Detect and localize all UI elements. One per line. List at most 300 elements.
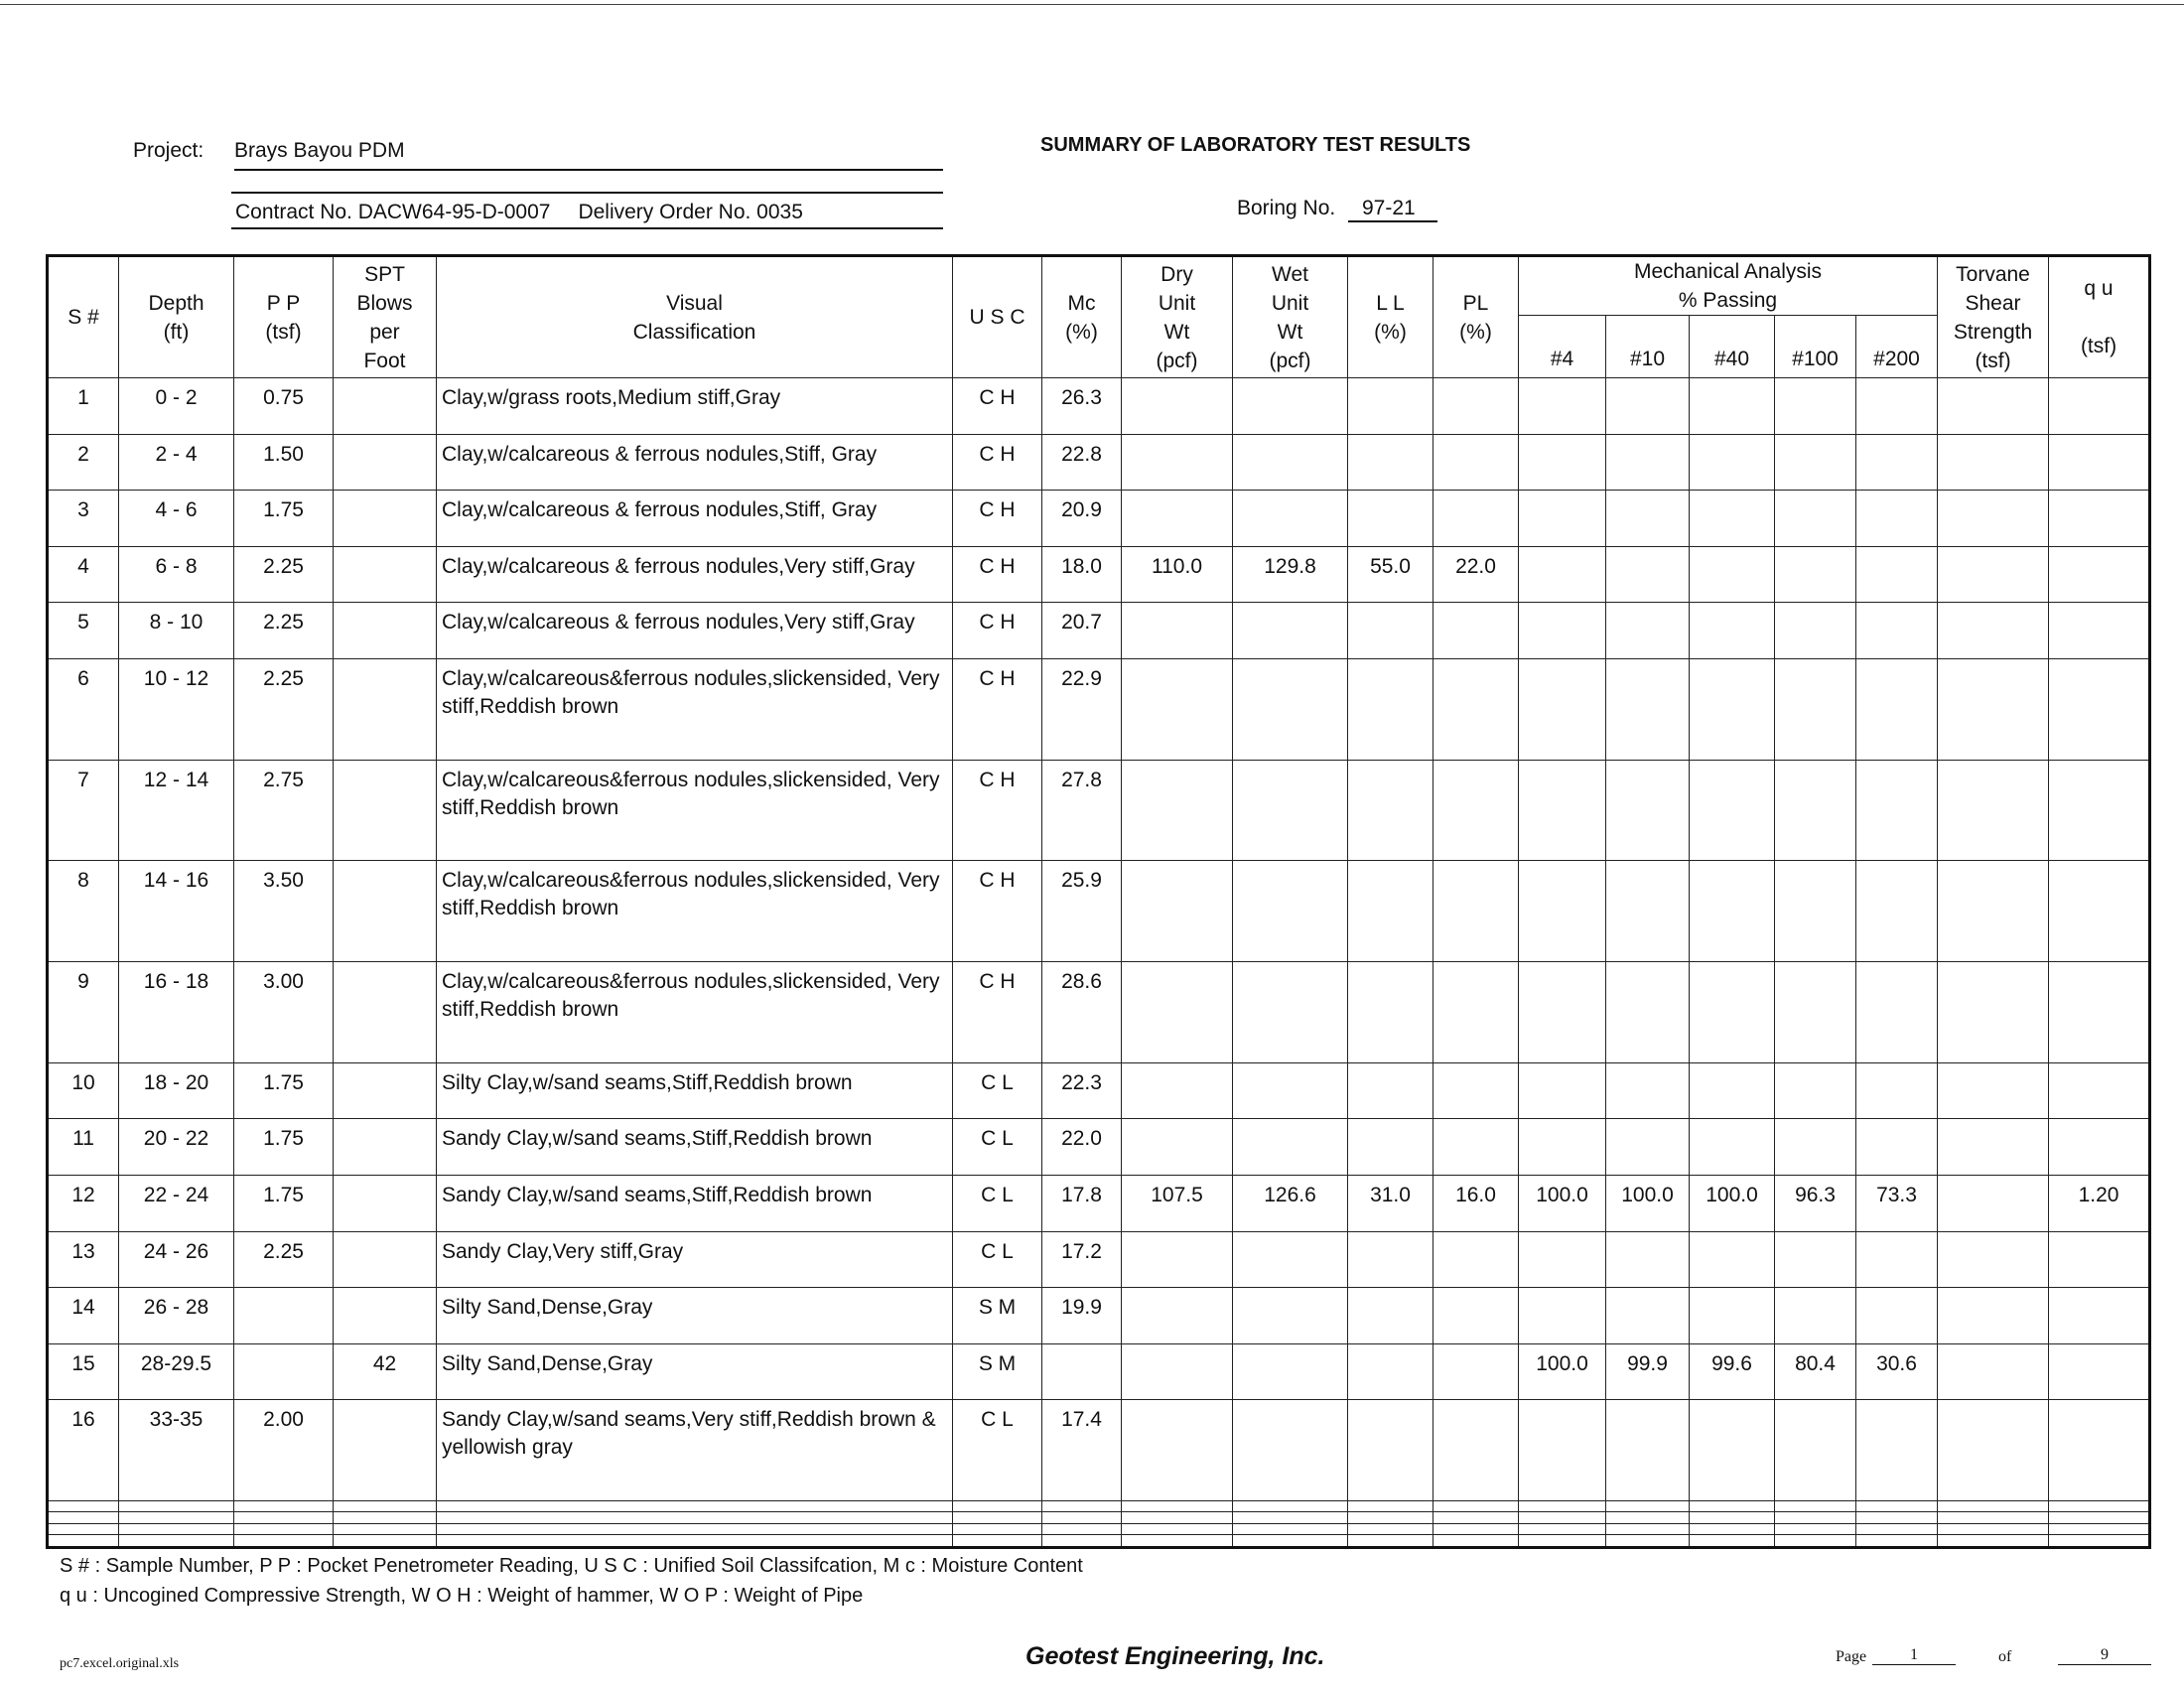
cell-depth: [119, 1512, 234, 1523]
cell-mc: [1042, 1534, 1122, 1547]
cell-ll: [1348, 861, 1433, 962]
cell-pl: [1433, 1062, 1519, 1119]
cell-pl: 16.0: [1433, 1176, 1519, 1232]
col-header-s: S #: [48, 256, 119, 378]
cell-usc: C L: [953, 1231, 1042, 1288]
cell-dry: [1122, 1512, 1233, 1523]
cell-dry: [1122, 1062, 1233, 1119]
cell-s200: [1856, 434, 1938, 491]
cell-torvane: [1938, 491, 2049, 547]
cell-mc: 22.9: [1042, 658, 1122, 760]
cell-spt: [334, 658, 437, 760]
cell-s200: 30.6: [1856, 1343, 1938, 1400]
cell-spt: [334, 1231, 437, 1288]
cell-s100: [1775, 658, 1856, 760]
cell-ll: [1348, 603, 1433, 659]
cell-spt: [334, 1119, 437, 1176]
cell-usc: [953, 1512, 1042, 1523]
cell-s4: [1519, 861, 1606, 962]
cell-s100: [1775, 603, 1856, 659]
cell-mc: [1042, 1512, 1122, 1523]
cell-pl: [1433, 1501, 1519, 1512]
cell-depth: 26 - 28: [119, 1288, 234, 1344]
cell-depth: 2 - 4: [119, 434, 234, 491]
cell-s10: [1606, 546, 1690, 603]
cell-dry: [1122, 1523, 1233, 1534]
cell-ll: [1348, 1512, 1433, 1523]
cell-s4: [1519, 1501, 1606, 1512]
cell-pp: [234, 1343, 334, 1400]
cell-spt: [334, 491, 437, 547]
cell-qu: [2049, 378, 2150, 435]
cell-cls: Clay,w/calcareous&ferrous nodules,slickensided, Very stiff,Reddish brown: [437, 658, 953, 760]
cell-mc: 17.4: [1042, 1400, 1122, 1501]
cell-depth: 22 - 24: [119, 1176, 234, 1232]
col-header-usc: U S C: [953, 256, 1042, 378]
page-number: 1: [1872, 1646, 1956, 1665]
cell-depth: [119, 1523, 234, 1534]
cell-ll: [1348, 1501, 1433, 1512]
table-row: [48, 434, 2150, 491]
cell-ll: [1348, 1119, 1433, 1176]
cell-qu: [2049, 1400, 2150, 1501]
cell-torvane: [1938, 1231, 2049, 1288]
cell-s: 6: [48, 658, 119, 760]
cell-s10: [1606, 760, 1690, 861]
cell-wet: [1233, 1119, 1348, 1176]
cell-pp: [234, 1288, 334, 1344]
cell-mc: 22.8: [1042, 434, 1122, 491]
cell-s200: [1856, 1288, 1938, 1344]
cell-usc: [953, 1523, 1042, 1534]
cell-s100: [1775, 378, 1856, 435]
cell-mc: 17.2: [1042, 1231, 1122, 1288]
cell-spt: [334, 434, 437, 491]
cell-usc: C H: [953, 378, 1042, 435]
cell-wet: [1233, 1501, 1348, 1512]
cell-wet: [1233, 1062, 1348, 1119]
cell-qu: [2049, 1523, 2150, 1534]
cell-dry: [1122, 1400, 1233, 1501]
cell-s200: [1856, 546, 1938, 603]
cell-s100: [1775, 1400, 1856, 1501]
cell-cls: Clay,w/calcareous&ferrous nodules,slickensided, Very stiff,Reddish brown: [437, 962, 953, 1063]
cell-s200: [1856, 378, 1938, 435]
cell-usc: C H: [953, 962, 1042, 1063]
cell-pp: 1.75: [234, 1062, 334, 1119]
cell-wet: [1233, 491, 1348, 547]
cell-s200: [1856, 658, 1938, 760]
cell-spt: [334, 1062, 437, 1119]
table-row: [48, 1231, 2150, 1288]
cell-torvane: [1938, 962, 2049, 1063]
cell-wet: 126.6: [1233, 1176, 1348, 1232]
cell-s4: [1519, 1523, 1606, 1534]
cell-dry: 110.0: [1122, 546, 1233, 603]
cell-s100: [1775, 1288, 1856, 1344]
cell-ll: [1348, 1534, 1433, 1547]
cell-ll: [1348, 1343, 1433, 1400]
cell-depth: 33-35: [119, 1400, 234, 1501]
cell-usc: S M: [953, 1288, 1042, 1344]
cell-torvane: [1938, 760, 2049, 861]
cell-s10: [1606, 1400, 1690, 1501]
cell-cls: Clay,w/grass roots,Medium stiff,Gray: [437, 378, 953, 435]
cell-wet: [1233, 1523, 1348, 1534]
cell-pp: [234, 1523, 334, 1534]
cell-s100: 80.4: [1775, 1343, 1856, 1400]
project-label: Project:: [133, 139, 205, 162]
cell-s10: [1606, 1501, 1690, 1512]
cell-mc: [1042, 1501, 1122, 1512]
cell-ll: [1348, 658, 1433, 760]
cell-spt: [334, 603, 437, 659]
cell-s4: [1519, 1512, 1606, 1523]
cell-wet: [1233, 1534, 1348, 1547]
cell-pl: [1433, 1343, 1519, 1400]
cell-dry: [1122, 378, 1233, 435]
table-row: [48, 378, 2150, 435]
page-label: Page: [1836, 1648, 1867, 1665]
cell-s4: [1519, 378, 1606, 435]
cell-dry: 107.5: [1122, 1176, 1233, 1232]
cell-pp: 2.00: [234, 1400, 334, 1501]
cell-torvane: [1938, 1523, 2049, 1534]
table-row: [48, 603, 2150, 659]
cell-qu: [2049, 546, 2150, 603]
cell-qu: [2049, 1501, 2150, 1512]
cell-s200: 73.3: [1856, 1176, 1938, 1232]
cell-pl: [1433, 760, 1519, 861]
cell-pl: [1433, 434, 1519, 491]
cell-s: 4: [48, 546, 119, 603]
cell-s40: [1690, 962, 1775, 1063]
cell-cls: [437, 1523, 953, 1534]
cell-mc: 28.6: [1042, 962, 1122, 1063]
table-row: [48, 546, 2150, 603]
boring-number: 97-21: [1348, 197, 1437, 222]
cell-pl: [1433, 962, 1519, 1063]
cell-dry: [1122, 491, 1233, 547]
cell-wet: [1233, 1343, 1348, 1400]
cell-ll: [1348, 1288, 1433, 1344]
cell-s200: [1856, 962, 1938, 1063]
col-header-sieve-100: #100: [1775, 316, 1856, 378]
cell-s10: 100.0: [1606, 1176, 1690, 1232]
col-header-depth: Depth (ft): [119, 256, 234, 378]
cell-torvane: [1938, 1534, 2049, 1547]
cell-torvane: [1938, 1288, 2049, 1344]
cell-s4: [1519, 760, 1606, 861]
cell-s4: [1519, 546, 1606, 603]
top-rule: [0, 4, 2184, 5]
cell-pp: 2.25: [234, 658, 334, 760]
col-header-mechanical-analysis: Mechanical Analysis % Passing: [1519, 256, 1938, 316]
col-header-torvane: Torvane Shear Strength (tsf): [1938, 256, 2049, 378]
table-row: [48, 1119, 2150, 1176]
col-header-wet-unit-wt: Wet Unit Wt (pcf): [1233, 256, 1348, 378]
cell-s40: [1690, 760, 1775, 861]
cell-depth: 18 - 20: [119, 1062, 234, 1119]
cell-pl: [1433, 1231, 1519, 1288]
cell-s: 3: [48, 491, 119, 547]
table-row: [48, 658, 2150, 760]
col-header-qu: q u (tsf): [2049, 256, 2150, 378]
cell-depth: 28-29.5: [119, 1343, 234, 1400]
cell-pp: 1.75: [234, 491, 334, 547]
cell-s100: [1775, 434, 1856, 491]
cell-usc: C H: [953, 434, 1042, 491]
cell-dry: [1122, 962, 1233, 1063]
cell-s4: [1519, 1231, 1606, 1288]
cell-mc: 20.7: [1042, 603, 1122, 659]
table-row: [48, 962, 2150, 1063]
cell-torvane: [1938, 1512, 2049, 1523]
cell-depth: 20 - 22: [119, 1119, 234, 1176]
cell-s200: [1856, 1231, 1938, 1288]
cell-spt: [334, 760, 437, 861]
cell-cls: [437, 1534, 953, 1547]
cell-s10: 99.9: [1606, 1343, 1690, 1400]
cell-s4: [1519, 491, 1606, 547]
cell-cls: Clay,w/calcareous&ferrous nodules,slickensided, Very stiff,Reddish brown: [437, 861, 953, 962]
cell-s40: [1690, 861, 1775, 962]
cell-s4: [1519, 962, 1606, 1063]
cell-torvane: [1938, 378, 2049, 435]
cell-qu: [2049, 434, 2150, 491]
total-pages: 9: [2058, 1646, 2151, 1665]
cell-s10: [1606, 378, 1690, 435]
cell-s200: [1856, 1119, 1938, 1176]
col-header-ll: L L (%): [1348, 256, 1433, 378]
cell-cls: Silty Sand,Dense,Gray: [437, 1343, 953, 1400]
cell-pl: [1433, 1400, 1519, 1501]
cell-s200: [1856, 1512, 1938, 1523]
cell-s200: [1856, 603, 1938, 659]
col-header-dry-unit-wt: Dry Unit Wt (pcf): [1122, 256, 1233, 378]
cell-pl: [1433, 491, 1519, 547]
cell-pp: 0.75: [234, 378, 334, 435]
cell-s40: [1690, 1288, 1775, 1344]
col-header-sieve-10: #10: [1606, 316, 1690, 378]
cell-qu: [2049, 760, 2150, 861]
cell-s: 13: [48, 1231, 119, 1288]
cell-s100: 96.3: [1775, 1176, 1856, 1232]
cell-pl: [1433, 1512, 1519, 1523]
cell-s10: [1606, 491, 1690, 547]
table-row: [48, 1288, 2150, 1344]
cell-ll: [1348, 434, 1433, 491]
cell-pp: 3.00: [234, 962, 334, 1063]
cell-torvane: [1938, 1119, 2049, 1176]
cell-torvane: [1938, 1501, 2049, 1512]
cell-s200: [1856, 1501, 1938, 1512]
cell-qu: [2049, 962, 2150, 1063]
col-header-mc: Mc (%): [1042, 256, 1122, 378]
cell-s100: [1775, 1231, 1856, 1288]
cell-s4: [1519, 1400, 1606, 1501]
cell-mc: 18.0: [1042, 546, 1122, 603]
cell-depth: 0 - 2: [119, 378, 234, 435]
cell-wet: [1233, 434, 1348, 491]
cell-s40: [1690, 1512, 1775, 1523]
cell-qu: [2049, 603, 2150, 659]
cell-pp: 1.75: [234, 1176, 334, 1232]
cell-qu: [2049, 1343, 2150, 1400]
cell-s: 2: [48, 434, 119, 491]
cell-s10: [1606, 1119, 1690, 1176]
cell-s4: [1519, 1288, 1606, 1344]
cell-depth: [119, 1534, 234, 1547]
legend-line-1: S # : Sample Number, P P : Pocket Penetrometer Reading, U S C : Unified Soil Classifcation, M c : Moisture Content: [60, 1555, 1083, 1577]
cell-mc: 20.9: [1042, 491, 1122, 547]
cell-s100: [1775, 1062, 1856, 1119]
cell-wet: [1233, 962, 1348, 1063]
cell-s: 5: [48, 603, 119, 659]
col-header-visual-classification: Visual Classification: [437, 256, 953, 378]
cell-pl: [1433, 1523, 1519, 1534]
cell-s: 14: [48, 1288, 119, 1344]
cell-depth: 12 - 14: [119, 760, 234, 861]
cell-s40: [1690, 1501, 1775, 1512]
cell-dry: [1122, 434, 1233, 491]
cell-pp: [234, 1501, 334, 1512]
col-header-spt: SPT Blows per Foot: [334, 256, 437, 378]
cell-pp: 1.75: [234, 1119, 334, 1176]
cell-mc: [1042, 1523, 1122, 1534]
cell-depth: 16 - 18: [119, 962, 234, 1063]
cell-pp: 2.25: [234, 1231, 334, 1288]
cell-s40: 99.6: [1690, 1343, 1775, 1400]
cell-s10: [1606, 603, 1690, 659]
cell-s200: [1856, 491, 1938, 547]
report-title: SUMMARY OF LABORATORY TEST RESULTS: [1040, 134, 1471, 156]
cell-cls: Clay,w/calcareous & ferrous nodules,Stiff, Gray: [437, 434, 953, 491]
cell-pp: 2.25: [234, 603, 334, 659]
cell-pl: [1433, 378, 1519, 435]
cell-ll: [1348, 378, 1433, 435]
cell-s40: [1690, 1523, 1775, 1534]
cell-usc: C L: [953, 1176, 1042, 1232]
cell-spt: [334, 1512, 437, 1523]
cell-s10: [1606, 434, 1690, 491]
cell-pp: 2.25: [234, 546, 334, 603]
cell-spt: [334, 861, 437, 962]
cell-usc: [953, 1501, 1042, 1512]
cell-s10: [1606, 658, 1690, 760]
cell-spt: [334, 546, 437, 603]
table-row: [48, 760, 2150, 861]
cell-cls: Sandy Clay,Very stiff,Gray: [437, 1231, 953, 1288]
cell-s40: [1690, 1119, 1775, 1176]
cell-s: 12: [48, 1176, 119, 1232]
cell-spt: [334, 1176, 437, 1232]
cell-spt: [334, 1288, 437, 1344]
cell-qu: [2049, 1512, 2150, 1523]
cell-ll: [1348, 760, 1433, 861]
cell-usc: C H: [953, 603, 1042, 659]
cell-pl: [1433, 1119, 1519, 1176]
cell-s200: [1856, 1534, 1938, 1547]
cell-s40: [1690, 1534, 1775, 1547]
cell-s10: [1606, 861, 1690, 962]
cell-s100: [1775, 760, 1856, 861]
cell-s4: [1519, 1062, 1606, 1119]
cell-s100: [1775, 1534, 1856, 1547]
cell-s4: [1519, 434, 1606, 491]
cell-mc: 25.9: [1042, 861, 1122, 962]
cell-spt: [334, 378, 437, 435]
cell-pl: [1433, 658, 1519, 760]
cell-s4: 100.0: [1519, 1343, 1606, 1400]
cell-s: [48, 1534, 119, 1547]
cell-wet: [1233, 1231, 1348, 1288]
cell-dry: [1122, 1501, 1233, 1512]
cell-usc: C H: [953, 861, 1042, 962]
cell-ll: [1348, 1523, 1433, 1534]
cell-usc: C L: [953, 1400, 1042, 1501]
col-header-sieve-200: #200: [1856, 316, 1938, 378]
cell-pl: [1433, 861, 1519, 962]
cell-ll: 31.0: [1348, 1176, 1433, 1232]
cell-dry: [1122, 1534, 1233, 1547]
cell-s100: [1775, 1512, 1856, 1523]
cell-s: [48, 1501, 119, 1512]
cell-dry: [1122, 658, 1233, 760]
results-table: [46, 254, 2151, 1549]
cell-wet: [1233, 658, 1348, 760]
cell-wet: [1233, 378, 1348, 435]
cell-pl: 22.0: [1433, 546, 1519, 603]
table-row: [48, 1062, 2150, 1119]
cell-qu: [2049, 1119, 2150, 1176]
cell-spt: [334, 1400, 437, 1501]
cell-pl: [1433, 603, 1519, 659]
col-header-pp: P P (tsf): [234, 256, 334, 378]
cell-usc: C H: [953, 491, 1042, 547]
cell-pp: 3.50: [234, 861, 334, 962]
cell-spt: [334, 962, 437, 1063]
cell-s40: [1690, 658, 1775, 760]
cell-pp: [234, 1534, 334, 1547]
cell-depth: 4 - 6: [119, 491, 234, 547]
cell-s: [48, 1523, 119, 1534]
cell-s40: [1690, 1231, 1775, 1288]
cell-wet: [1233, 861, 1348, 962]
cell-s: 1: [48, 378, 119, 435]
cell-pp: 2.75: [234, 760, 334, 861]
cell-cls: Clay,w/calcareous & ferrous nodules,Stiff, Gray: [437, 491, 953, 547]
cell-ll: 55.0: [1348, 546, 1433, 603]
cell-s40: [1690, 1400, 1775, 1501]
cell-s100: [1775, 962, 1856, 1063]
cell-qu: [2049, 861, 2150, 962]
cell-usc: S M: [953, 1343, 1042, 1400]
cell-cls: Silty Clay,w/sand seams,Stiff,Reddish brown: [437, 1062, 953, 1119]
delivery-order: Delivery Order No. 0035: [578, 201, 803, 223]
table-row: [48, 1501, 2150, 1512]
cell-wet: 129.8: [1233, 546, 1348, 603]
cell-qu: [2049, 491, 2150, 547]
cell-mc: 27.8: [1042, 760, 1122, 861]
cell-s100: [1775, 491, 1856, 547]
cell-s10: [1606, 1534, 1690, 1547]
cell-s40: [1690, 546, 1775, 603]
cell-s: 8: [48, 861, 119, 962]
cell-mc: 17.8: [1042, 1176, 1122, 1232]
legend-line-2: q u : Uncogined Compressive Strength, W O H : Weight of hammer, W O P : Weight of Pipe: [60, 1585, 864, 1607]
cell-wet: [1233, 1400, 1348, 1501]
